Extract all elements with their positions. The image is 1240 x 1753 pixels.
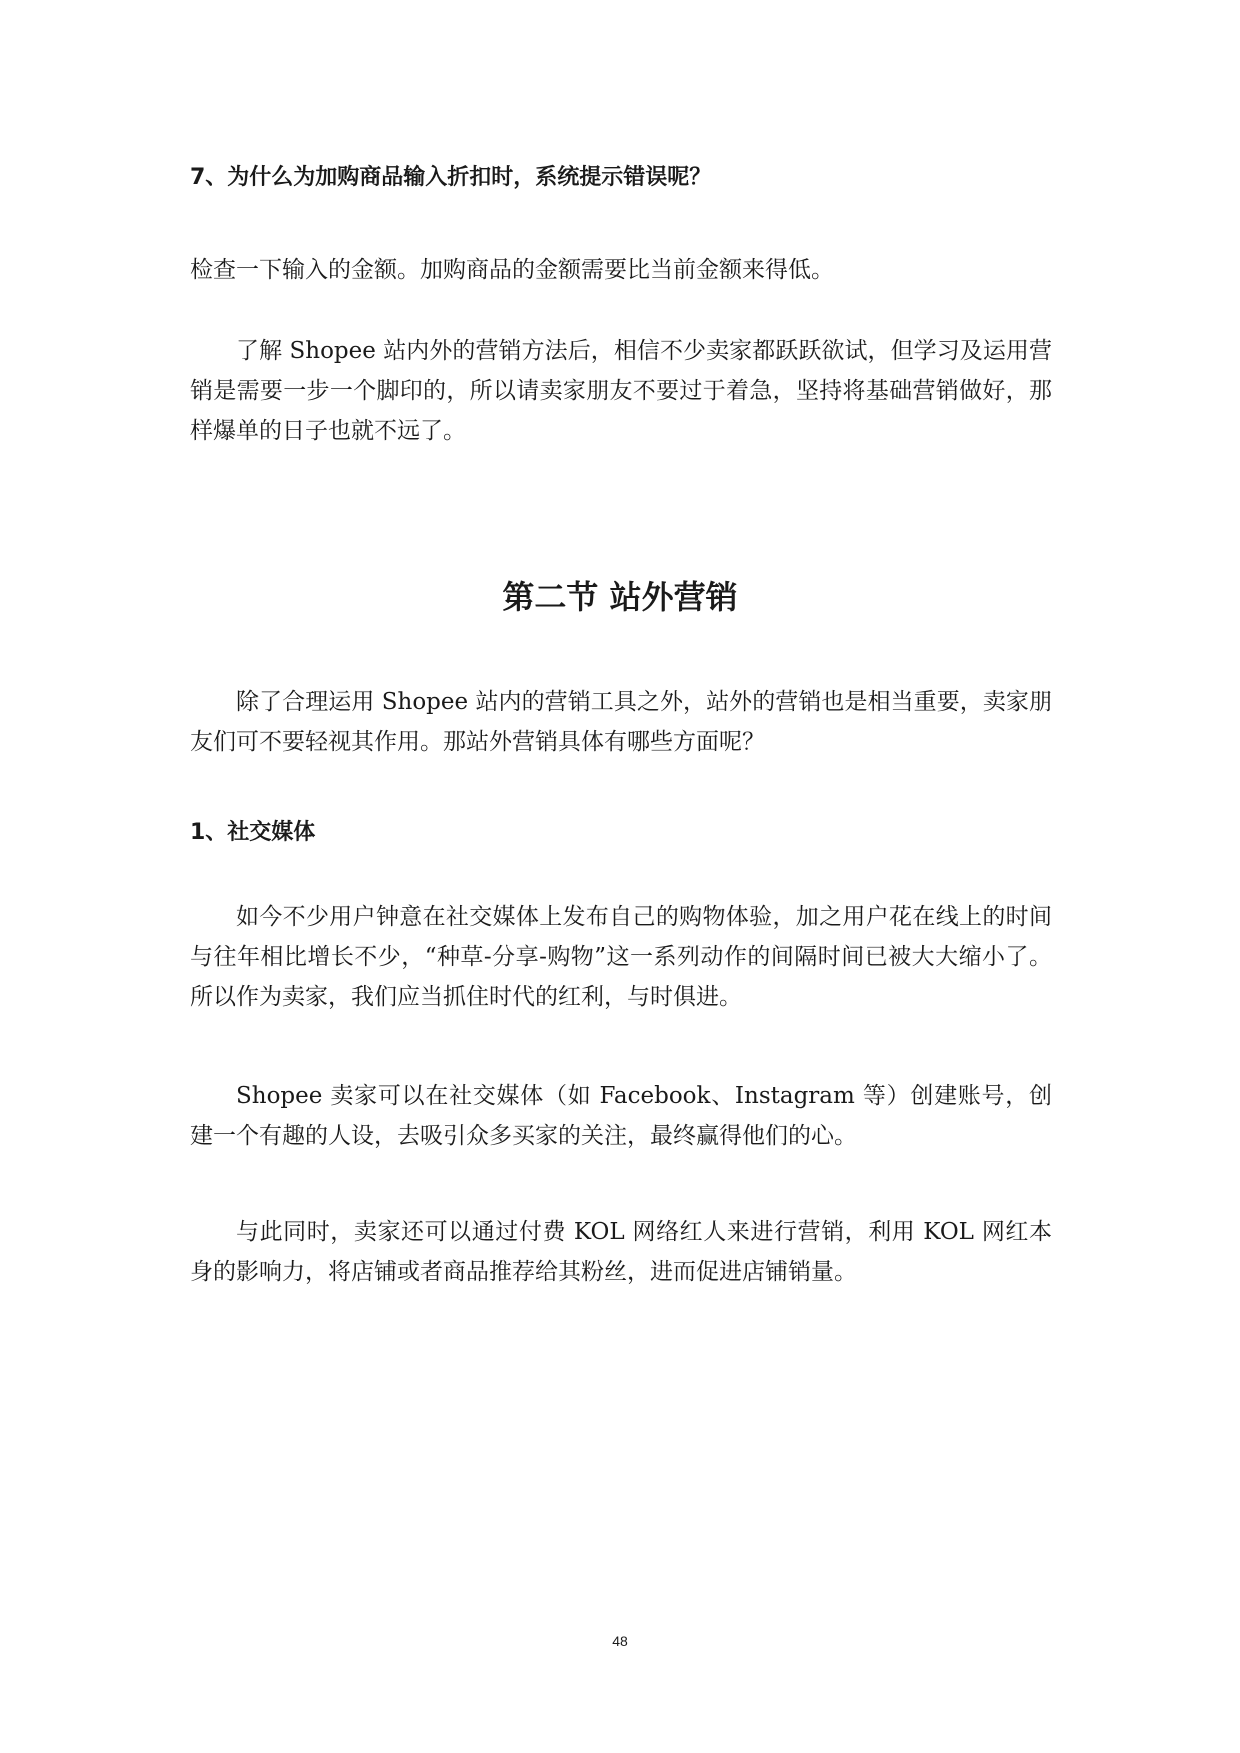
social-paragraph-1: 如今不少用户钟意在社交媒体上发布自己的购物体验，加之用户花在线上的时间与往年相比增长不少，“种草-分享-购物”这一系列动作的间隔时间已被大大缩小了。所以作为卖家，我们应当抓住时代的红利，与时俱进。 <box>190 904 1052 1010</box>
social-paragraph-2: Shopee 卖家可以在社交媒体（如 Facebook、Instagram 等）创建账号，创建一个有趣的人设，去吸引众多买家的关注，最终赢得他们的心。 <box>190 1083 1052 1149</box>
summary-paragraph: 了解 Shopee 站内外的营销方法后，相信不少卖家都跃跃欲试，但学习及运用营销是需要一步一个脚印的，所以请卖家朋友不要过于着急，坚持将基础营销做好，那样爆单的日子也就不远了。 <box>190 338 1052 444</box>
page-number: 48 <box>612 1633 628 1649</box>
section-title: 第二节 站外营销 <box>502 578 738 616</box>
question-heading: 7、为什么为加购商品输入折扣时，系统提示错误呢？ <box>190 165 712 190</box>
section-intro: 除了合理运用 Shopee 站内的营销工具之外，站外的营销也是相当重要，卖家朋友们可不要轻视其作用。那站外营销具体有哪些方面呢？ <box>190 689 1052 755</box>
question-answer: 检查一下输入的金额。加购商品的金额需要比当前金额来得低。 <box>190 257 834 283</box>
social-media-heading: 1、社交媒体 <box>190 820 316 845</box>
social-paragraph-3: 与此同时，卖家还可以通过付费 KOL 网络红人来进行营销，利用 KOL 网红本身的影响力，将店铺或者商品推荐给其粉丝，进而促进店铺销量。 <box>190 1219 1052 1285</box>
